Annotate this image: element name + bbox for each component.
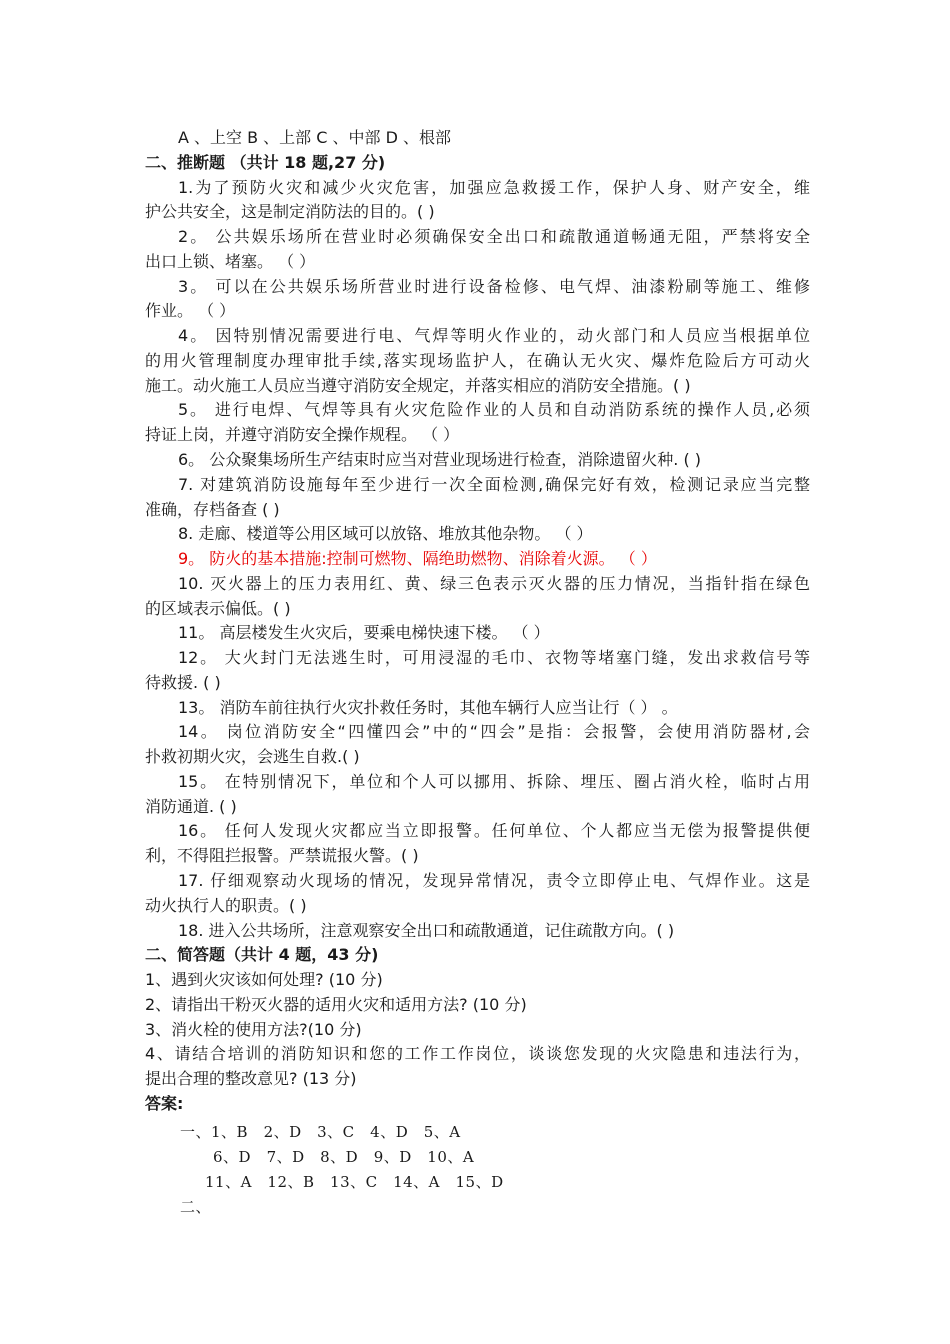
text-line: 护公共安全，这是制定消防法的目的。( ) <box>145 202 435 221</box>
text-line: 1.为了预防火灾和减少火灾危害，加强应急救援工作，保护人身、财产安全，维 <box>178 178 810 197</box>
text-line: 4。 因特别情况需要进行电、气焊等明火作业的，动火部门和人员应当根据单位 <box>178 326 810 345</box>
text-line: 16。 任何人发现火灾都应当立即报警。任何单位、个人都应当无偿为报警提供便 <box>178 821 810 840</box>
answer-line: 11、A 12、B 13、C 14、A 15、D <box>205 1173 504 1191</box>
text-line: 13。 消防车前往执行火灾扑救任务时，其他车辆行人应当让行（ ） 。 <box>178 698 678 717</box>
text-line: 扑救初期火灾，会逃生自救.( ) <box>145 747 360 766</box>
text-line: 3。 可以在公共娱乐场所营业时进行设备检修、电气焊、油漆粉刷等施工、维修 <box>178 277 810 296</box>
text-line: 的区域表示偏低。( ) <box>145 599 291 618</box>
text-line: 提出合理的整改意见? (13 分) <box>145 1069 357 1088</box>
text-line: 施工。动火施工人员应当遵守消防安全规定，并落实相应的消防安全措施。( ) <box>145 376 691 395</box>
section-heading: 答案: <box>145 1094 184 1113</box>
text-line: 的用火管理制度办理审批手续,落实现场监护人，在确认无火灾、爆炸危险后方可动火 <box>145 351 810 370</box>
text-line: 12。 大火封门无法逃生时，可用浸湿的毛巾、衣物等堵塞门缝，发出求救信号等 <box>178 648 810 667</box>
text-line: 4、请结合培训的消防知识和您的工作工作岗位，谈谈您发现的火灾隐患和违法行为， <box>145 1044 810 1063</box>
text-line: 动火执行人的职责。( ) <box>145 896 307 915</box>
text-line: 18. 进入公共场所，注意观察安全出口和疏散通道，记住疏散方向。( ) <box>178 921 675 940</box>
text-line: 17. 仔细观察动火现场的情况，发现异常情况，责令立即停止电、气焊作业。这是 <box>178 871 810 890</box>
text-line: 3、消火栓的使用方法?(10 分) <box>145 1020 362 1039</box>
text-line: 14。 岗位消防安全“四懂四会”中的“四会”是指：会报警，会使用消防器材,会 <box>178 722 810 741</box>
text-line: 10. 灭火器上的压力表用红、黄、绿三色表示灭火器的压力情况，当指针指在绿色 <box>178 574 810 593</box>
text-line: 作业。 （ ） <box>145 301 236 320</box>
text-line: 待救援. ( ) <box>145 673 221 692</box>
answer-line: 一、1、B 2、D 3、C 4、D 5、A <box>180 1123 461 1141</box>
text-line: 11。 高层楼发生火灾后，要乘电梯快速下楼。 （ ） <box>178 623 550 642</box>
text-line: 2。 公共娱乐场所在营业时必须确保安全出口和疏散通道畅通无阻，严禁将安全 <box>178 227 810 246</box>
text-line: 1、遇到火灾该如何处理? (10 分) <box>145 970 383 989</box>
text-line: 7. 对建筑消防设施每年至少进行一次全面检测,确保完好有效，检测记录应当完整 <box>178 475 810 494</box>
section-heading: 二、推断题 （共计 18 题,27 分) <box>145 153 386 172</box>
text-line: 5。 进行电焊、气焊等具有火灾危险作业的人员和自动消防系统的操作人员,必须 <box>178 400 810 419</box>
text-line: 2、请指出干粉灭火器的适用火灾和适用方法? (10 分) <box>145 995 527 1014</box>
text-line: A 、上空 B 、上部 C 、中部 D 、根部 <box>178 128 452 147</box>
answer-line: 6、D 7、D 8、D 9、D 10、A <box>213 1148 475 1166</box>
text-line: 9。 防火的基本措施:控制可燃物、隔绝助燃物、消除着火源。 （ ） <box>178 549 657 568</box>
text-line: 准确，存档备查 ( ) <box>145 500 280 519</box>
text-line: 消防通道. ( ) <box>145 797 237 816</box>
text-line: 利，不得阻拦报警。严禁谎报火警。( ) <box>145 846 419 865</box>
text-line: 8. 走廊、楼道等公用区域可以放铬、堆放其他杂物。 （ ） <box>178 524 593 543</box>
text-line: 持证上岗，并遵守消防安全操作规程。 （ ） <box>145 425 460 444</box>
text-line: 6。 公众聚集场所生产结束时应当对营业现场进行检查，消除遗留火种. ( ) <box>178 450 702 469</box>
answer-line: 二、 <box>180 1198 212 1216</box>
text-line: 出口上锁、堵塞。 （ ） <box>145 252 316 271</box>
text-line: 15。 在特别情况下，单位和个人可以挪用、拆除、埋压、圈占消火栓，临时占用 <box>178 772 810 791</box>
section-heading: 二、简答题（共计 4 题，43 分) <box>145 945 379 964</box>
